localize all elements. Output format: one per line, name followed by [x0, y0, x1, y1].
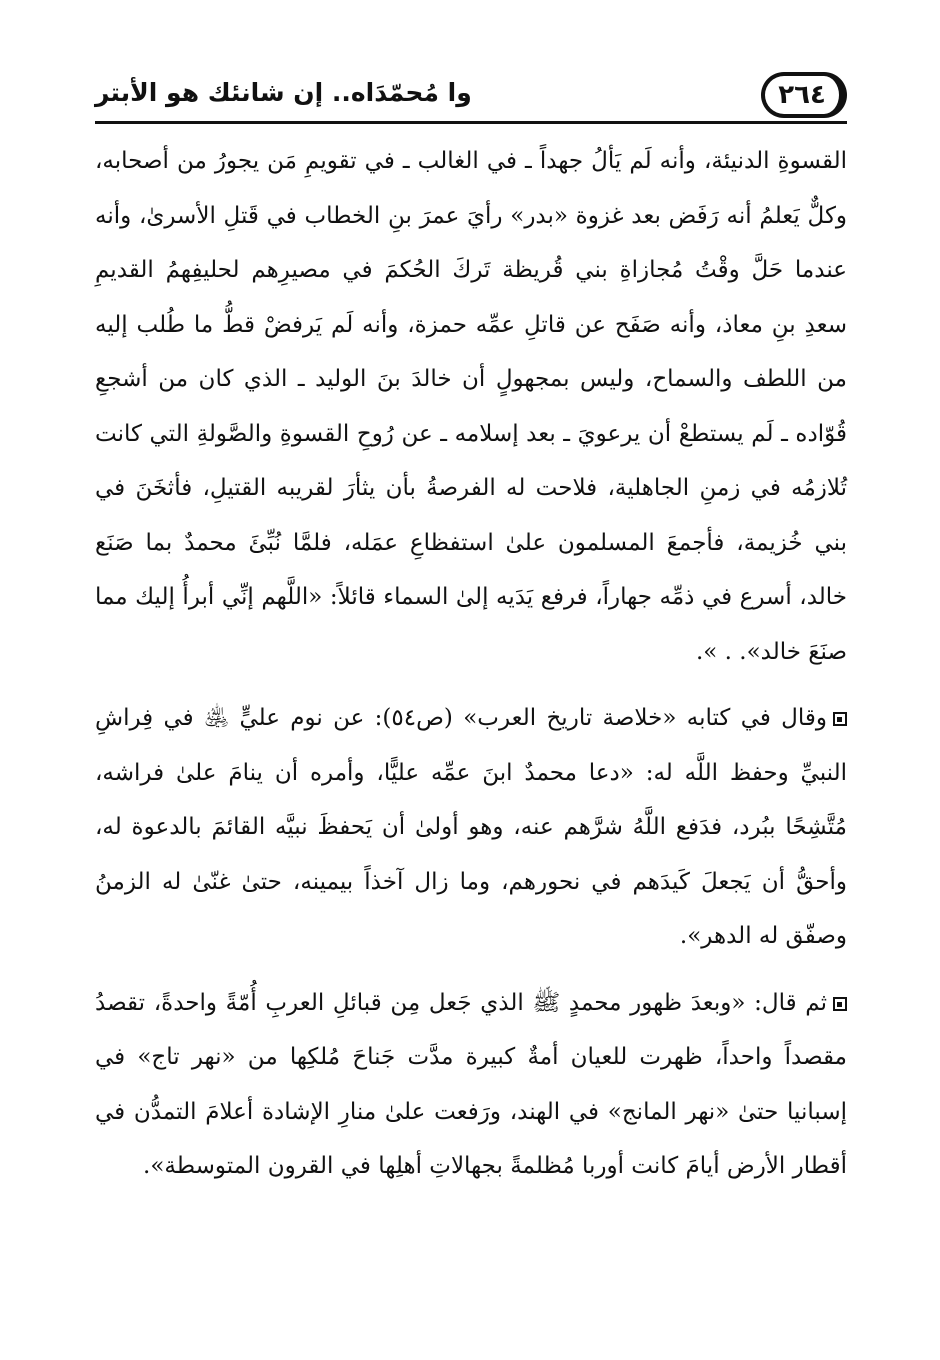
paragraph-1 — [95, 134, 847, 679]
paragraph-2 — [95, 691, 847, 964]
paragraph-marker-icon — [833, 712, 847, 726]
header-rule — [95, 121, 847, 124]
page-number-badge — [761, 72, 847, 118]
body-text — [95, 134, 847, 1194]
paragraph-text: القسوةِ الدنيئة، وأنه لَم يَألُ جهداً ـ في الغالب ـ في تقويمِ مَن يجورُ من أصحابه، وكلٌّ يَعلمُ أنه رَفَض بعد غزوة «بدر» رأيَ عمرَ بنِ الخطاب في قَتلِ الأسرىٰ، وأنه عندما حَلَّ وقْتُ مُجازاةِ بني قُريظة تَركَ الحُكمَ في مصيرِهم لحليفِهمُ القديمِ سعدِ بنِ معاذ، وأنه صَفَح عن قاتلِ عمِّه حمزة، وأنه لَم يَرفضْ قطُّ ما طُلب إليه من اللطف والسماح، وليس بمجهولٍ أن خالدَ بنَ الوليد ـ الذي كان من أشجعِ قُوّاده ـ لَم يستطعْ أن يرعويَ ـ بعد إسلامه ـ عن رُوحِ القسوةِ والصَّولةِ التي كانت تُلازمُه في زمنِ الجاهلية، فلاحت له الفرصةُ بأن يثأرَ لقريبه القتيلِ، فأثخَنَ في بني خُزيمة، فأجمعَ المسلمون علىٰ استفظاعِ عمَله، فلمَّا نُبِّئَ محمدٌ بما صَنَع خالد، أسرع في ذمِّه جهاراً، فرفع يَدَيه إلىٰ السماء قائلاً: «اللَّهم إنِّي أبرأُ إليك مما صنَعَ خالد». . ». — [95, 148, 847, 665]
paragraph-text: ثم قال: «وبعدَ ظهور محمدٍ ﷺ الذي جَعل مِن قبائلِ العربِ أُمّةً واحدةً، تقصدُ مقصداً واحداً، ظهرت للعيان أمةٌ كبيرة مدَّت جَناحَ مُلكِها من «نهر تاج» في إسبانيا حتىٰ «نهر المانج» في الهند، ورَفعت علىٰ منارِ الإشادة أعلامَ التمدُّن في أقطار الأرض أيامَ كانت أوربا مُظلمةً بجهالاتِ أهلِها في القرون المتوسطة». — [95, 989, 847, 1179]
paragraph-marker-icon — [833, 997, 847, 1011]
running-title: وا مُحمّدَاه.. إن شانئك هو الأبتر — [95, 78, 472, 107]
page-number: ٢٦٤ — [778, 80, 826, 110]
page-header — [95, 68, 847, 120]
paragraph-3 — [95, 976, 847, 1194]
paragraph-text: وقال في كتابه «خلاصة تاريخ العرب» (ص٥٤): عن نوم عليٍّ ﵁ في فِراشِ النبيِّ وحفظ اللَّه له: «دعا محمدٌ ابنَ عمِّه عليًّا، وأمره أن ينامَ علىٰ فراشه، مُتَّشِحًا ببُرد، فدَفع اللَّهُ شرَّهم عنه، وهو أولىٰ أن يَحفظَ نبيَّه القائمَ بالدعوة له، وأحقُّ أن يَجعلَ كَيدَهم في نحورهم، وما زال آخذاً بيمينه، حتىٰ غنّىٰ له الزمنُ وصفّق له الدهر». — [95, 705, 847, 949]
